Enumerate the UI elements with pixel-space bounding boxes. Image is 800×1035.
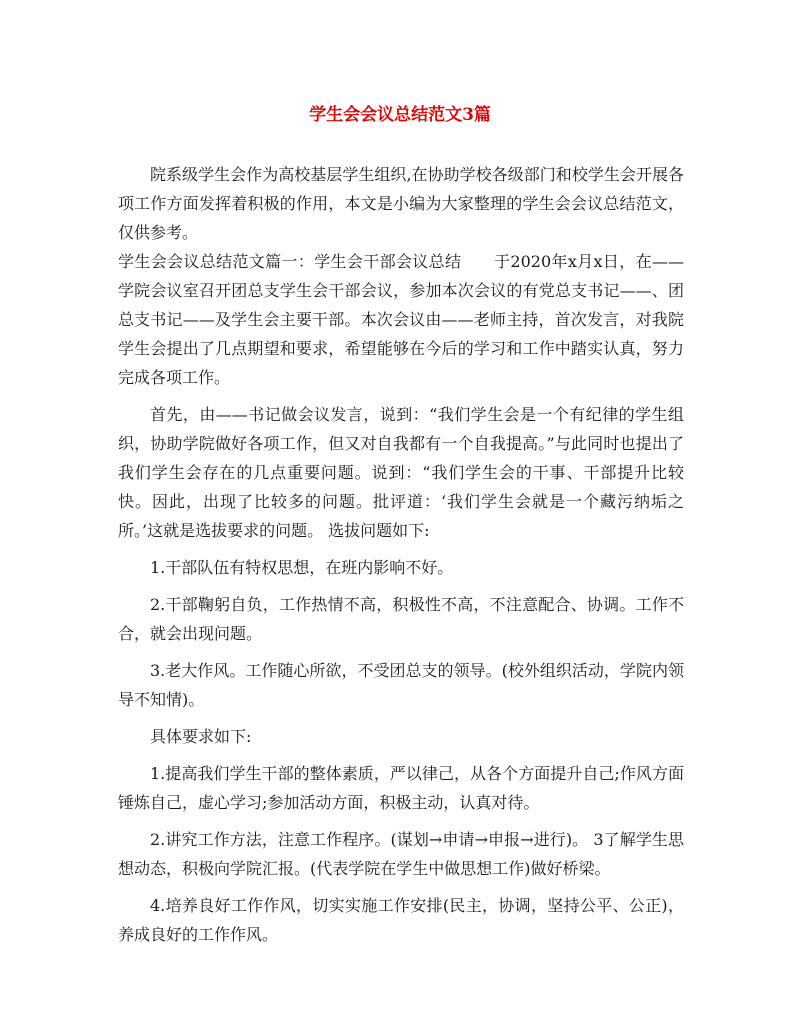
problem-item-2: 2.干部鞠躬自负，工作热情不高，积极性不高，不注意配合、协调。工作不合，就会出现问题。 [118, 595, 684, 643]
requirements-heading: 具体要求如下: [150, 727, 252, 746]
problem-item-1: 1.干部队伍有特权思想，在班内影响不好。 [150, 558, 454, 577]
requirement-item-4: 4.培养良好工作作风，切实实施工作安排(民主，协调，坚持公平、公正)，养成良好的工作作风。 [118, 896, 684, 944]
problem-item-3: 3.老大作风。工作随心所欲，不受团总支的领导。(校外组织活动，学院内领导不知情)。 [118, 661, 684, 709]
document-body [118, 160, 684, 949]
document-title: 学生会会议总结范文3篇 [309, 105, 491, 125]
section-one-paragraph: 学生会会议总结范文篇一：学生会干部会议总结 于2020年x月x日，在——学院会议室召开团总支学生会干部会议，参加本次会议的有党总支书记——、团总支书记——及学生会主要干部。本次会议由——老师主持，首次发言，对我院学生会提出了几点期望和要求，希望能够在今后的学习和工作中踏实认真，努力完成各项工作。 [118, 252, 684, 387]
requirement-item-1: 1.提高我们学生干部的整体素质，严以律己，从各个方面提升自己;作风方面锤炼自己，虚心学习;参加活动方面，积极主动，认真对待。 [118, 764, 684, 812]
intro-paragraph: 院系级学生会作为高校基层学生组织,在协助学校各级部门和校学生会开展各项工作方面发挥着积极的作用，本文是小编为大家整理的学生会会议总结范文，仅供参考。 [118, 165, 684, 242]
first-speech-paragraph: 首先，由——书记做会议发言，说到：“我们学生会是一个有纪律的学生组织，协助学院做好各项工作，但又对自我都有一个自我提高。”与此同时也提出了我们学生会存在的几点重要问题。说到：“我们学生会的干事、干部提升比较快。因此，出现了比较多的问题。批评道：‘我们学生会就是一个藏污纳垢之所。’这就是选拔要求的问题。 选拔问题如下: [118, 405, 684, 540]
requirement-item-2: 2.讲究工作方法，注意工作程序。(谋划→申请→申报→进行)。 3了解学生思想动态，积极向学院汇报。(代表学院在学生中做思想工作)做好桥梁。 [118, 830, 684, 878]
